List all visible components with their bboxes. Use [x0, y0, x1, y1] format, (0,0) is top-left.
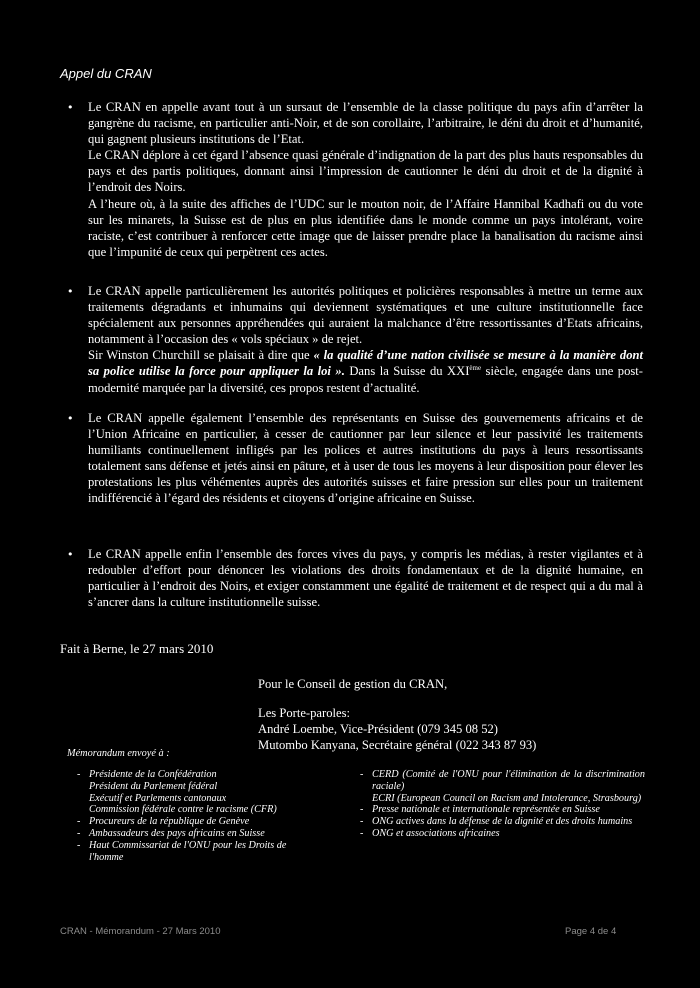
recipient-item: [77, 804, 302, 816]
bullet-4-paragraph-1: Le CRAN appelle enfin l’ensemble des forces vives du pays, y compris les médias, à rester vigilantes et à redoubler d’effort pour dénoncer les violations des droits fondamentaux et de la dignité humaine, en particulier à l’endroit des Noirs, et exiger constamment une égalité de traitement et de respect qui a du mal à s’ancrer dans la culture institutionnelle suisse.: [88, 547, 643, 610]
churchill-intro: Sir Winston Churchill se plaisait à dire que: [88, 348, 314, 363]
call-bullet-1: [67, 99, 643, 260]
spokespersons-label: Les Porte-paroles:: [258, 706, 350, 720]
bullet-2-paragraph-1: Le CRAN appelle particulièrement les autorités politiques et policières responsables à mettre un terme aux traitements dégradants et inhumains qui deviennent systématiques et une culture institutionnelle face spécialement aux personnes appréhendées qui auraient la malchance d’être ressortissantes d’Etats africains, notamment à l’occasion des « vols spéciaux » de rejet.: [88, 284, 643, 347]
dash-marker: -: [360, 816, 364, 828]
bullet-icon: •: [67, 101, 74, 114]
for-council-line: Pour le Conseil de gestion du CRAN,: [258, 677, 448, 691]
section-heading: Appel du CRAN: [60, 66, 152, 81]
call-bullet-4: [67, 546, 643, 610]
century-superscript: ème: [469, 364, 482, 373]
recipient-item: [77, 793, 302, 805]
dash-marker: -: [77, 839, 81, 851]
recipient-text: ONG actives dans la défense de la dignité et des droits humains: [372, 816, 633, 828]
footer-document-label: CRAN - Mémorandum - 27 Mars 2010: [60, 926, 221, 937]
spokesperson-2: Mutombo Kanyana, Secrétaire général (022 343 87 93): [258, 738, 537, 752]
churchill-quote: « la qualité d’une nation civilisée se mesure à la manière dont sa police utilise la force pour appliquer la loi ».: [88, 348, 643, 379]
dash-marker: -: [77, 816, 81, 828]
recipient-item: [77, 840, 302, 864]
recipient-item: [77, 816, 302, 828]
recipient-item: [77, 781, 302, 793]
dash-marker: -: [77, 769, 81, 780]
dash-marker: -: [360, 769, 364, 780]
churchill-middle: Dans la Suisse du XXI: [344, 364, 470, 379]
dash-marker: -: [77, 827, 81, 839]
spokesperson-1: André Loembe, Vice-Président (079 345 08 52): [258, 722, 498, 736]
churchill-after: siècle, engagée dans une post-modernité marquée par la diversité, ces propos restent d’actualité.: [88, 364, 643, 395]
signature-for-line: [258, 676, 447, 692]
recipient-item: [360, 828, 645, 840]
churchill-quote-paragraph: [88, 347, 643, 395]
recipient-item: [77, 769, 302, 781]
recipient-item: [360, 816, 645, 828]
dash-marker: -: [360, 804, 364, 816]
recipient-text: ONG et associations africaines: [372, 827, 500, 839]
recipient-text: CERD (Comité de l'ONU pour l'élimination de la discrimination raciale): [372, 769, 645, 792]
bullet-1-paragraph-2: Le CRAN déplore à cet égard l’absence quasi générale d’indignation de la part des plus hauts responsables du pays et des partis politiques, donnant ainsi l’impression de cautionner le déni du droit et de la dignité à l’endroit des Noirs.: [88, 148, 643, 195]
recipient-text: Ambassadeurs des pays africains en Suisse: [89, 827, 265, 839]
memorandum-intro: Mémorandum envoyé à :: [67, 748, 170, 759]
recipient-text: Exécutif et Parlements cantonaux: [89, 792, 227, 804]
footer-page-number: Page 4 de 4: [565, 926, 617, 937]
recipient-text: Haut Commissariat de l'ONU pour les Droits de l'homme: [89, 839, 287, 863]
bullet-1-paragraph-1: Le CRAN en appelle avant tout à un sursaut de l’ensemble de la classe politique du pays afin d’arrêter la gangrène du racisme, en particulier anti-Noir, et de son corollaire, l’arbitraire, le déni du droit et d’humanité, qui gagnent plusieurs institutions de l’Etat.: [88, 100, 643, 147]
memorandum-recipients-right: [360, 769, 645, 840]
call-bullet-2: [67, 283, 643, 396]
memorandum-recipients-left: [77, 769, 302, 863]
recipient-text: Présidente de la Confédération: [89, 769, 217, 780]
bullet-icon: •: [67, 285, 74, 298]
recipient-item: [360, 793, 645, 805]
recipient-text: ECRI (European Council on Racism and Intolerance, Strasbourg): [372, 792, 642, 804]
recipient-text: Commission fédérale contre le racisme (CFR): [89, 804, 277, 816]
dash-marker: -: [360, 827, 364, 839]
recipient-item: [360, 804, 645, 816]
recipient-text: Procureurs de la république de Genève: [89, 816, 250, 828]
bullet-3-paragraph-1: Le CRAN appelle également l’ensemble des représentants en Suisse des gouvernements africains et de l’Union Africaine en particulier, à cesser de cautionner par leur silence et leur passivité les traitements humiliants continuellement infligés par les polices et autres institutions du pays à leurs ressortissants totalement sans défense et jetés ainsi en pâture, et à user de tous les moyens à leur disposition pour élever les protestations les plus véhémentes auprès des autorités suisses et faire pression sur elles pour un traitement indifférencié à l’égard des résidents et citoyens d’origine africaine en Suisse.: [88, 411, 643, 506]
recipient-item: [77, 828, 302, 840]
recipient-text: Président du Parlement fédéral: [89, 780, 218, 792]
bullet-icon: •: [67, 412, 74, 425]
bullet-icon: •: [67, 548, 74, 561]
recipient-text: Presse nationale et internationale représentée en Suisse: [372, 804, 600, 816]
call-bullet-3: [67, 410, 643, 507]
signature-block: [258, 705, 536, 753]
bullet-1-paragraph-3: A l’heure où, à la suite des affiches de l’UDC sur le mouton noir, de l’Affaire Hannibal Kadhafi ou du vote sur les minarets, la Suisse est de plus en plus identifiée dans le monde comme un pays intolérant, voire raciste, c’est contribuer à renforcer cette image que de laisser prendre place la banalisation du racisme ainsi que l’impunité de ceux qui perpètrent ces actes.: [88, 196, 643, 259]
recipient-item: [360, 769, 645, 793]
place-and-date: Fait à Berne, le 27 mars 2010: [60, 641, 214, 656]
